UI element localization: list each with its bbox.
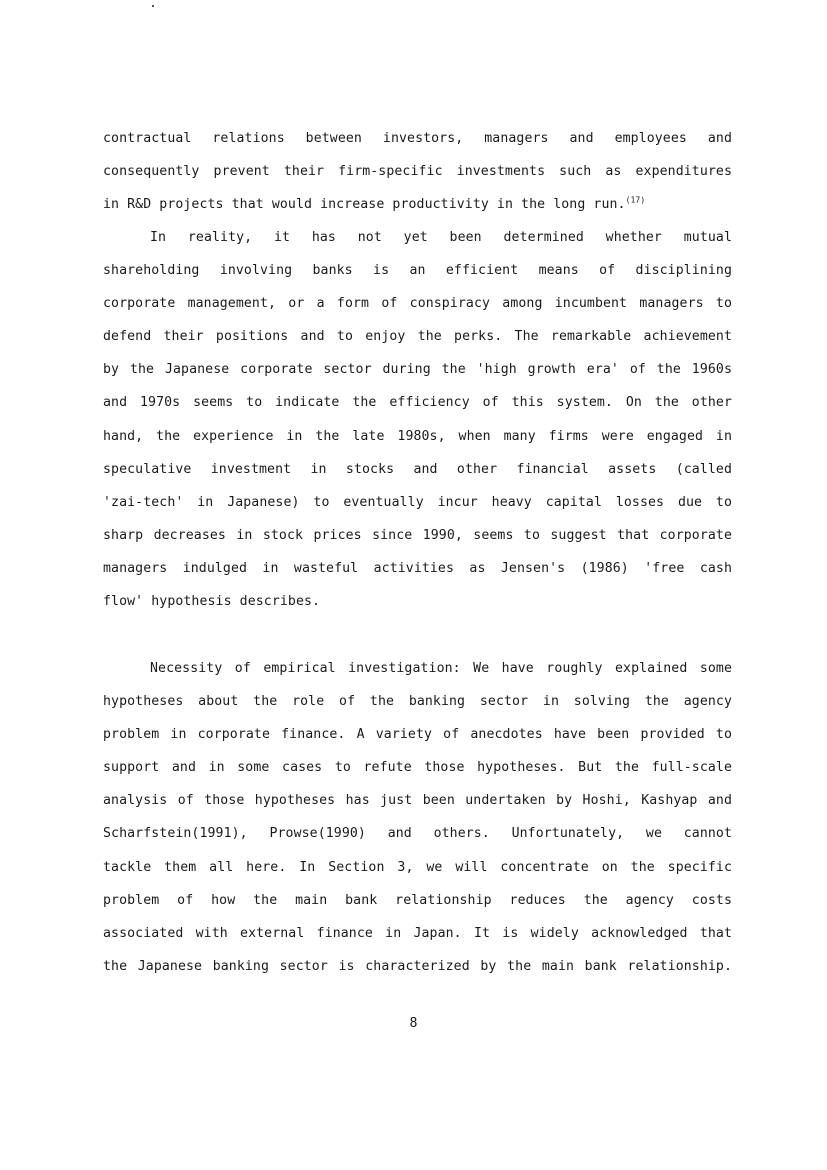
text-line: Necessity of empirical investigation: We have roughly explained some (150, 661, 732, 676)
paragraph-continued (103, 122, 732, 221)
text-line: 'zai-tech' in Japanese) to eventually incur heavy capital losses due to (103, 494, 732, 510)
text-line: sharp decreases in stock prices since 1990, seems to suggest that corporate (103, 527, 732, 543)
text-line: hand, the experience in the late 1980s, when many firms were engaged in (103, 428, 732, 444)
text-line: consequently prevent their firm-specific investments such as expenditures (103, 164, 732, 180)
text-line: corporate management, or a form of conspiracy among incumbent managers to (103, 296, 732, 312)
text-line: In reality, it has not yet been determined whether mutual (150, 230, 732, 245)
scan-speck (152, 5, 154, 7)
text-line: associated with external finance in Japan. It is widely acknowledged that (103, 925, 732, 941)
text-line: problem in corporate finance. A variety of anecdotes have been provided to (103, 727, 732, 743)
text-line: shareholding involving banks is an efficient means of disciplining (103, 263, 732, 279)
text-line: contractual relations between investors, managers and employees and (103, 131, 732, 146)
text-line-content: in R&D projects that would increase productivity in the long run. (103, 197, 626, 213)
text-line: problem of how the main bank relationship reduces the agency costs (103, 892, 732, 908)
text-line: and 1970s seems to indicate the efficiency of this system. On the other (103, 395, 732, 411)
page-number: 8 (409, 1016, 418, 1031)
text-line: the Japanese banking sector is characterized by the main bank relationship. (103, 958, 732, 974)
text-line (103, 188, 732, 221)
text-line: tackle them all here. In Section 3, we will concentrate on the specific (103, 859, 732, 875)
paragraph-empirical-investigation (103, 652, 732, 983)
text-line: speculative investment in stocks and other financial assets (called (103, 461, 732, 477)
text-line: flow' hypothesis describes. (103, 594, 321, 610)
paragraph-reality (103, 221, 732, 618)
text-line: by the Japanese corporate sector during the 'high growth era' of the 1960s (103, 362, 732, 378)
text-line: analysis of those hypotheses has just been undertaken by Hoshi, Kashyap and (103, 793, 732, 809)
text-line: defend their positions and to enjoy the perks. The remarkable achievement (103, 329, 732, 345)
text-line: managers indulged in wasteful activities as Jensen's (1986) 'free cash (103, 560, 732, 576)
footnote-marker: (17) (625, 195, 646, 205)
text-line: Scharfstein(1991), Prowse(1990) and others. Unfortunately, we cannot (103, 826, 732, 842)
text-line: support and in some cases to refute those hypotheses. But the full-scale (103, 760, 732, 776)
text-line: hypotheses about the role of the banking sector in solving the agency (103, 694, 732, 710)
